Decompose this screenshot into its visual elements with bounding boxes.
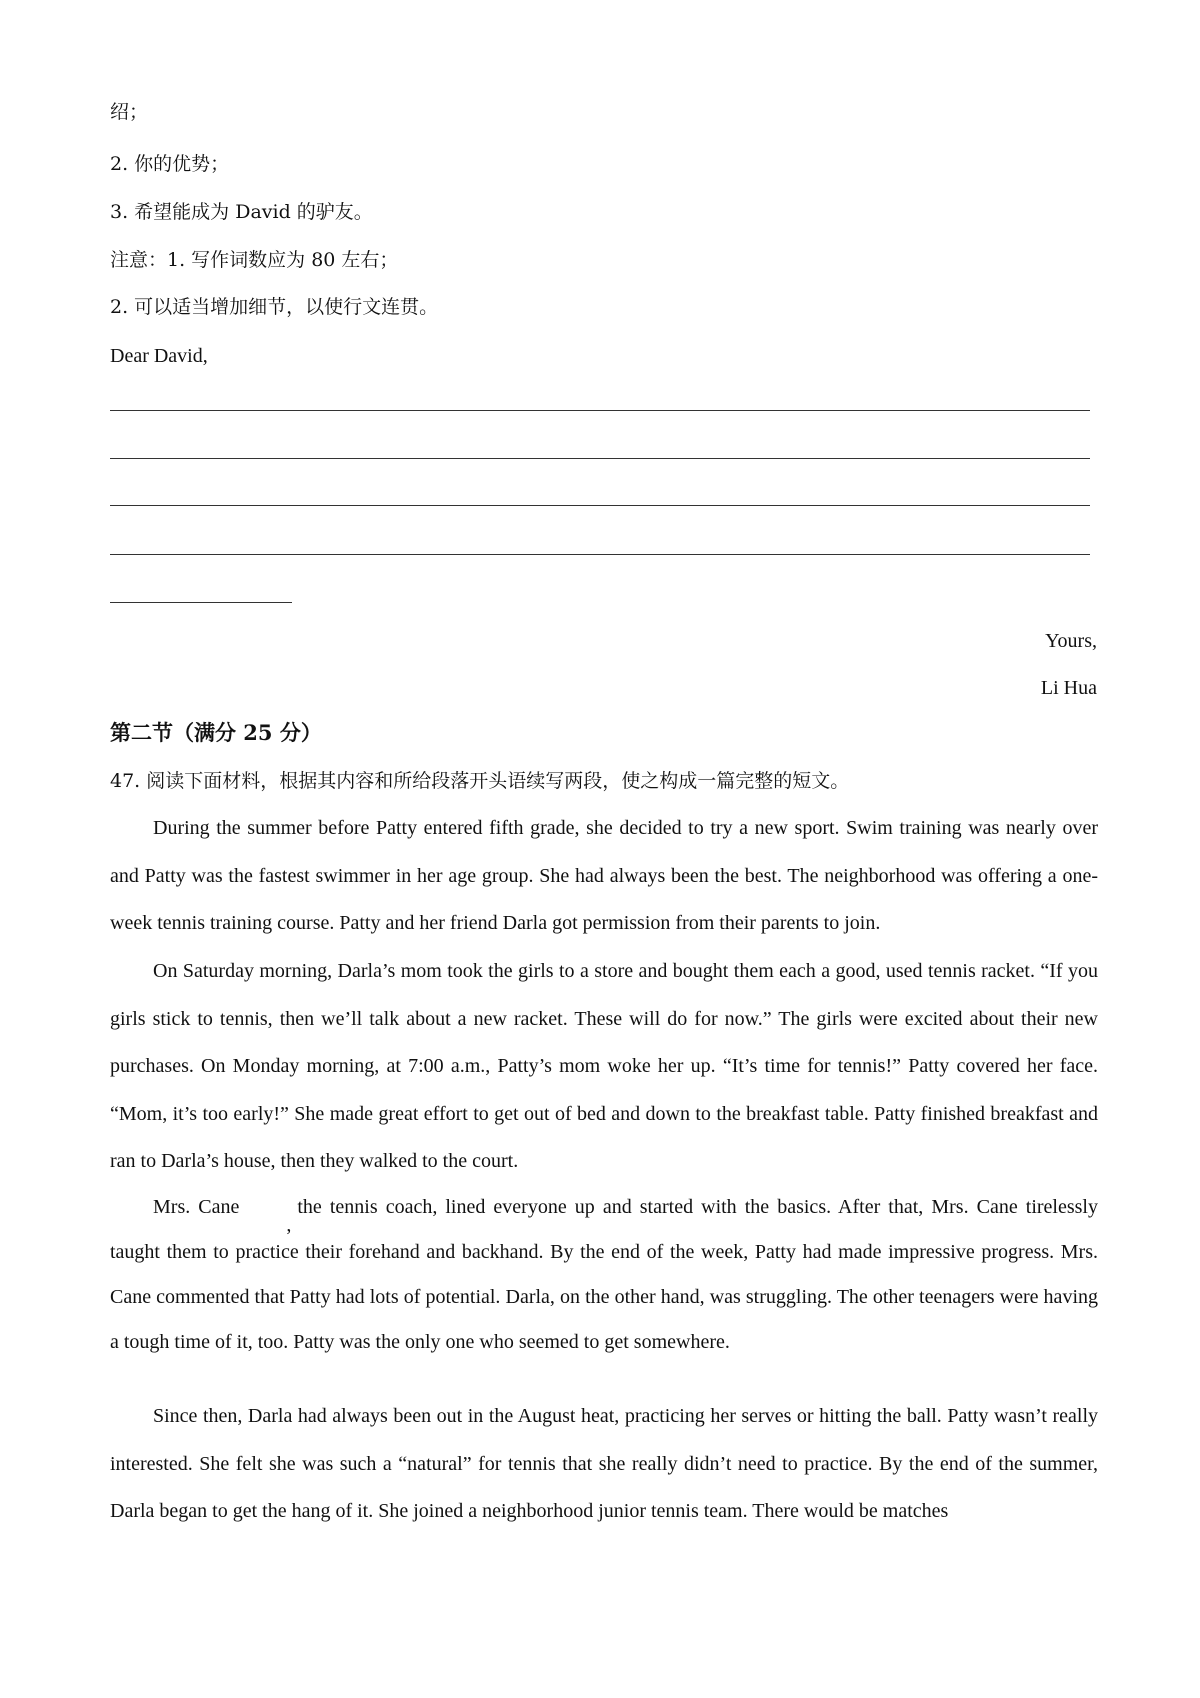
- note-line-1: 注意：1. 写作词数应为 80 左右；: [110, 249, 399, 271]
- section-heading: 第二节（满分 25 分）: [110, 720, 322, 745]
- paragraph-3-rest: the tennis coach, lined everyone up and started with the basics. After that, Mrs. Cane tirelessly taught them to practice their forehand and backhand. By the end of the week, Patty had made impressive progress. Mrs. Cane commented that Patty had lots of potential. Darla, on the other hand, was struggling. The other teenagers were having a tough time of it, too. Patty was the only one who seemed to get somewhere.: [110, 1196, 1098, 1353]
- paragraph-3-start: Mrs. Cane: [153, 1196, 240, 1218]
- passage-paragraph-3: [110, 1185, 1098, 1365]
- intro-line-2: 2. 你的优势；: [110, 153, 230, 175]
- intro-line-3: 3. 希望能成为 David 的驴友。: [110, 201, 373, 223]
- passage-paragraph-1: During the summer before Patty entered fifth grade, she decided to try a new sport. Swim training was nearly over and Patty was the fastest swimmer in her age group. She had always been the best. The neighborhood was offering a one-week tennis training course. Patty and her friend Darla got permission from their parents to join.: [110, 817, 1098, 934]
- writing-line-3[interactable]: [110, 505, 1090, 506]
- passage-paragraph-4: Since then, Darla had always been out in the August heat, practicing her serves or hitting the ball. Patty wasn’t really interested. She felt she was such a “natural” for tennis that she really didn’t need to practice. By the end of the summer, Darla began to get the hang of it. She joined a neighborhood junior tennis team. There would be matches: [110, 1405, 1098, 1522]
- question-prompt: 47. 阅读下面材料，根据其内容和所给段落开头语续写两段，使之构成一篇完整的短文。: [110, 770, 850, 792]
- letter-signature: Li Hua: [1040, 677, 1097, 699]
- writing-line-1[interactable]: [110, 410, 1090, 411]
- letter-closing: Yours,: [1045, 630, 1097, 652]
- intro-line-1: 绍；: [110, 101, 149, 123]
- writing-line-4[interactable]: [110, 554, 1090, 555]
- note-line-2: 2. 可以适当增加细节，以使行文连贯。: [110, 296, 439, 318]
- writing-line-5[interactable]: [110, 602, 292, 603]
- writing-line-2[interactable]: [110, 458, 1090, 459]
- passage-paragraph-2: On Saturday morning, Darla’s mom took the girls to a store and bought them each a good, used tennis racket. “If you girls stick to tennis, then we’ll talk about a new racket. These will do for now.” The girls were excited about their new purchases. On Monday morning, at 7:00 a.m., Patty’s mom woke her up. “It’s time for tennis!” Patty covered her face. “Mom, it’s too early!” She made great effort to get out of bed and down to the breakfast table. Patty finished breakfast and ran to Darla’s house, then they walked to the court.: [110, 960, 1098, 1172]
- letter-greeting: Dear David,: [110, 345, 208, 367]
- paragraph-3-comma: ,: [286, 1214, 292, 1236]
